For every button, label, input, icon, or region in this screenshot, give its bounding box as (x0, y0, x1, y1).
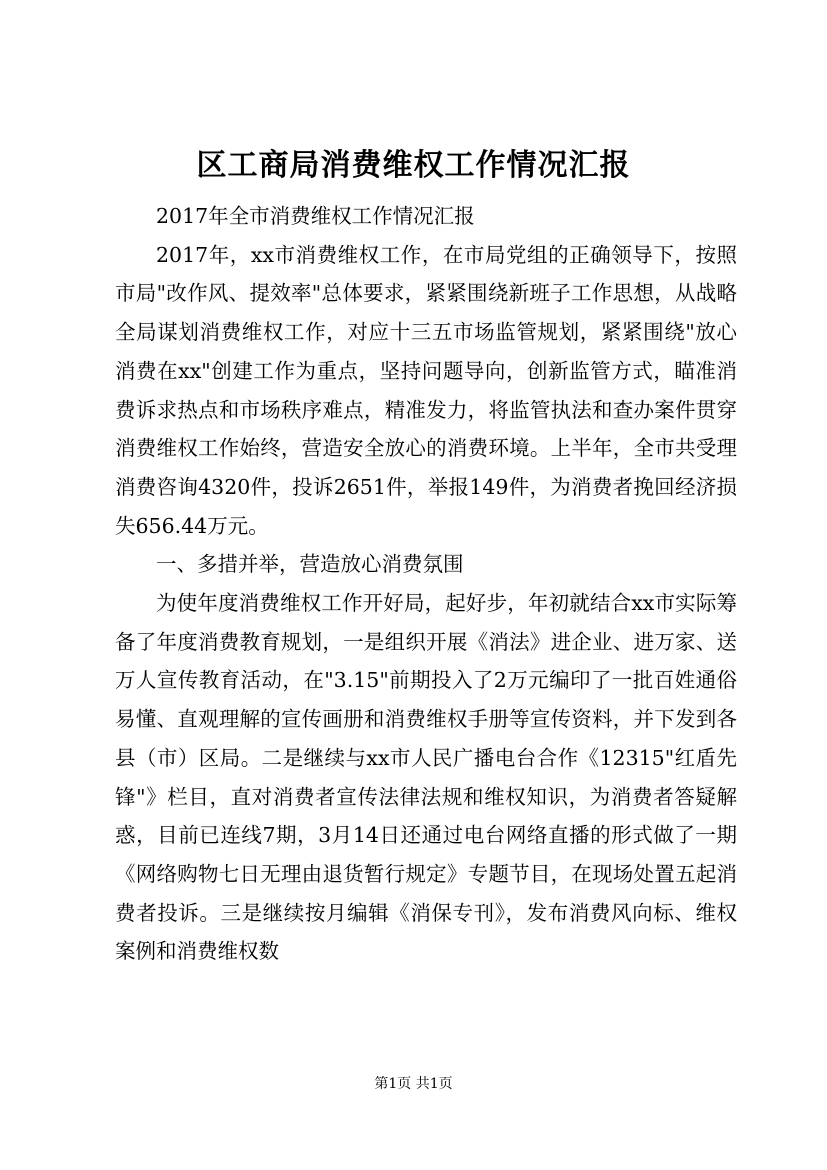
page-footer: 第1页 共1页 (374, 1076, 453, 1092)
document-title: 区工商局消费维权工作情况汇报 (196, 148, 631, 183)
section-body-paragraph: 为使年度消费维权工作开好局，起好步，年初就结合xx市实际筹备了年度消费教育规划，一是组织开展《消法》进企业、进万家、送万人宣传教育活动，在"3.15"前期投入了2万元编印了一批百姓通俗易懂、直观理解的宣传画册和消费维权手册等宣传资料，并下发到各县（市）区局。二是继续与xx市人民广播电台合作《12315"红盾先锋"》栏目，直对消费者宣传法律法规和维权知识，为消费者答疑解惑，目前已连线7期，3月14日还通过电台网络直播的形式做了一期《网络购物七日无理由退货暂行规定》专题节目，在现场处置五起消费者投诉。三是继续按月编辑《消保专刊》，发布消费风向标、维权案例和消费维权数 (115, 591, 737, 964)
section-heading: 一、多措并举，营造放心消费氛围 (156, 552, 464, 577)
summary-paragraph: 2017年，xx市消费维权工作，在市局党组的正确领导下，按照市局"改作风、提效率"总体要求，紧紧围绕新班子工作思想，从战略全局谋划消费维权工作，对应十三五市场监管规划，紧紧围绕"放心消费在xx"创建工作为重点，坚持问题导向，创新监管方式，瞄准消费诉求热点和市场秩序难点，精准发力，将监管执法和查办案件贯穿消费维权工作始终，营造安全放心的消费环境。上半年，全市共受理消费咨询4320件，投诉2651件，举报149件，为消费者挽回经济损失656.44万元。 (115, 242, 737, 538)
document-body (115, 197, 737, 971)
report-subtitle-paragraph: 2017年全市消费维权工作情况汇报 (156, 204, 475, 228)
